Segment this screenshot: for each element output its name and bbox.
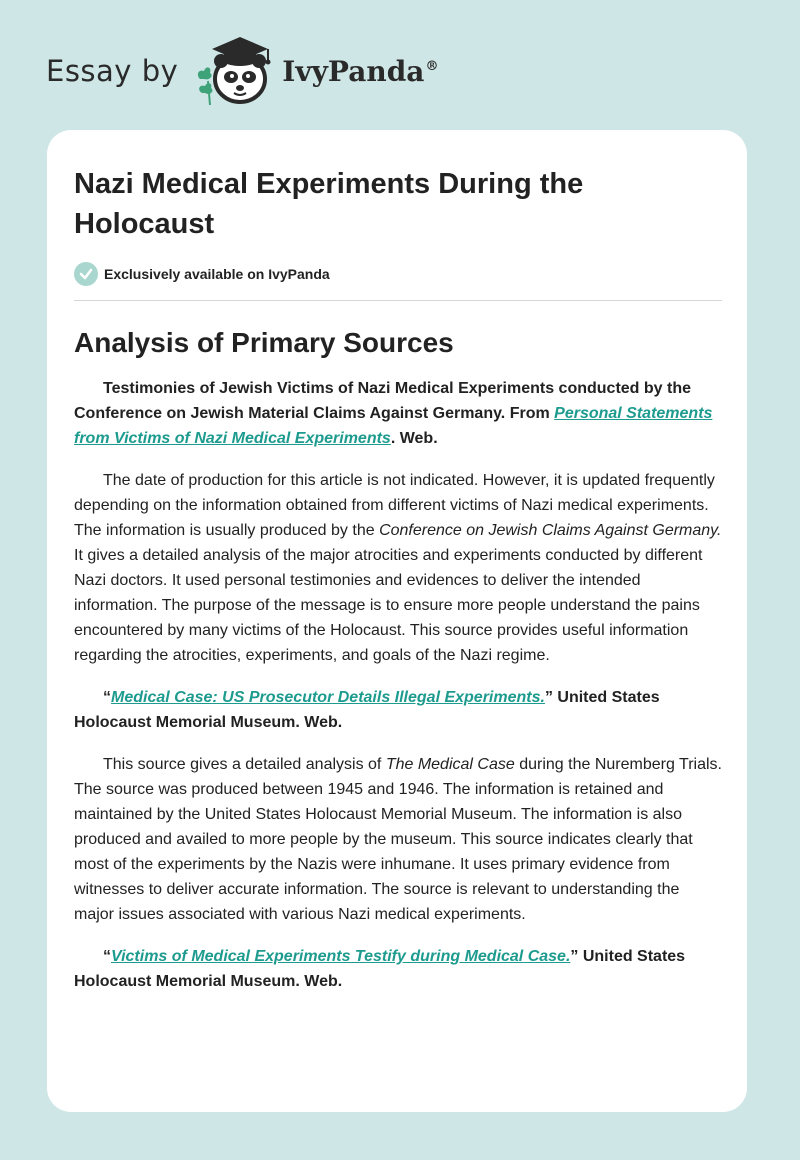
source-analysis-2: This source gives a detailed analysis of The Medical Case during the Nuremberg Trials. The source was produced between 1945 and 1946. The information is retained and maintained by the United States Holocaust Memorial Museum. The information is also produced and availed to more people by the museum. This source indicates clearly that most of the experiments by the Nazis were inhumane. It uses primary evidence from witnesses to deliver accurate information. The source is relevant to understanding the major issues associated with various Nazi medical experiments. xyxy=(74,756,722,923)
brand-prefix: Essay by xyxy=(46,54,179,88)
exclusive-badge xyxy=(74,262,721,286)
registered-mark: ® xyxy=(425,59,439,75)
source-link-victims-testify[interactable]: Victims of Medical Experiments Testify during Medical Case. xyxy=(111,948,571,965)
panda-graduation-cap-icon xyxy=(194,35,278,107)
source-citation-1: Testimonies of Jewish Victims of Nazi Medical Experiments conducted by the Conference on Jewish Material Claims Against Germany. From Personal Statements from Victims of Nazi Medical Experiments. Web. xyxy=(74,380,713,447)
checkmark-icon xyxy=(74,262,98,286)
source-link-medical-case[interactable]: Medical Case: US Prosecutor Details Illegal Experiments. xyxy=(111,689,545,706)
essay-card xyxy=(47,130,747,1112)
source-citation-2: “Medical Case: US Prosecutor Details Illegal Experiments.” United States Holocaust Memorial Museum. Web. xyxy=(74,689,660,731)
section-heading: Analysis of Primary Sources xyxy=(74,327,454,358)
source-analysis-1: The date of production for this article is not indicated. However, it is updated frequently depending on the information obtained from different victims of Nazi medical experiments. The information is usually produced by the Conference on Jewish Claims Against Germany. It gives a detailed analysis of the major atrocities and experiments conducted by different Nazi doctors. It used personal testimonies and evidences to deliver the intended information. The purpose of the message is to ensure more people understand the pains encountered by many victims of the Holocaust. This source provides useful information regarding the atrocities, experiments, and goals of the Nazi regime. xyxy=(74,472,722,664)
source-citation-3: “Victims of Medical Experiments Testify during Medical Case.” United States Holocaust Memorial Museum. Web. xyxy=(74,948,686,990)
badge-label: Exclusively available on IvyPanda xyxy=(104,266,330,282)
source-link-personal-statements[interactable]: Personal Statements from Victims of Nazi Medical Experiments xyxy=(74,405,713,447)
divider xyxy=(74,300,722,301)
brand-name[interactable]: IvyPanda® xyxy=(282,54,439,88)
site-header xyxy=(46,36,438,106)
page-title: Nazi Medical Experiments During the Holocaust xyxy=(74,168,584,240)
